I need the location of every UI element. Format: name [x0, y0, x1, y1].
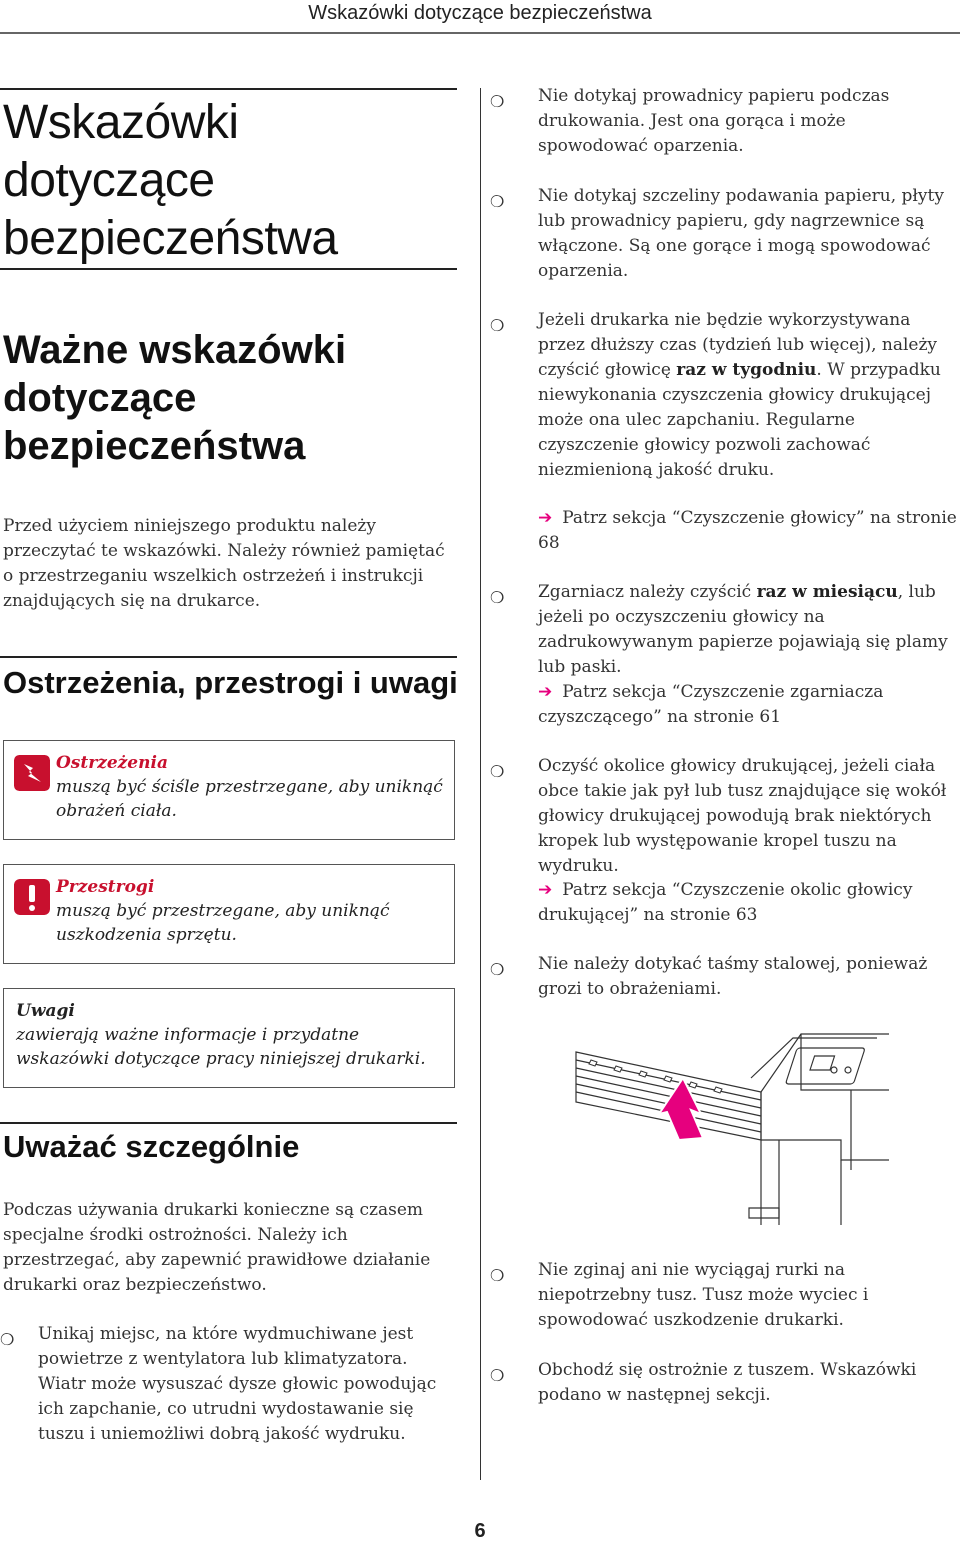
list-item-text: Oczyść okolice głowicy drukującej, jeżeli ciała obce takie jak pył lub tusz znajdujące się wokół głowicy drukującej powodują brak niektórych kropek lub występowanie kropel tuszu na wydruku. — [538, 756, 947, 876]
section-heading: Ważne wskazówki dotyczące bezpieczeństwa — [3, 328, 347, 468]
heading-rule-bottom — [0, 268, 457, 270]
warnings-heading-rule — [0, 656, 457, 658]
checkbox-bullet-icon: ❍ — [0, 1330, 15, 1349]
page-number: 6 — [474, 1520, 486, 1542]
caution-text: muszą być przestrzegane, aby uniknąć uszkodzenia sprzętu. — [56, 901, 390, 945]
checkbox-bullet-icon: ❍ — [490, 762, 505, 781]
list-item-text: Obchodź się ostrożnie z tuszem. Wskazówki podano w następnej sekcji. — [538, 1360, 917, 1405]
warning-text: muszą być ściśle przestrzegane, aby uniknąć obrażeń ciała. — [56, 777, 443, 821]
cross-reference-text: Patrz sekcja “Czyszczenie zgarniacza czyszczącego” na stronie 61 — [538, 682, 884, 727]
column-divider — [480, 88, 481, 1480]
cross-reference-text: Patrz sekcja “Czyszczenie głowicy” na stronie 68 — [538, 508, 957, 553]
intro-paragraph: Przed użyciem niniejszego produktu należy przeczytać te wskazówki. Należy również pamiętać o przestrzeganiu wszelkich ostrzeżeń i instrukcji znajdujących się na drukarce. — [3, 516, 445, 611]
warning-box — [3, 740, 455, 840]
list-item-text: Unikaj miejsc, na które wydmuchiwane jest powietrze z wentylatora lub klimatyzatora. Wiatr może wysuszać dysze głowic powodując ich zapchanie, co utrudni wydostawanie się tuszu i uniemożliwi dobrą jakość wydruku. — [38, 1324, 437, 1444]
cross-reference[interactable] — [538, 680, 958, 730]
checkbox-bullet-icon: ❍ — [490, 192, 505, 211]
special-heading-rule — [0, 1122, 457, 1124]
warnings-heading: Ostrzeżenia, przestrogi i uwagi — [3, 665, 458, 700]
checkbox-bullet-icon: ❍ — [490, 588, 505, 607]
cross-reference[interactable] — [538, 506, 958, 556]
list-item-text: Jeżeli drukarka nie będzie wykorzystywana przez dłuższy czas (tydzień lub więcej), należy czyścić głowicę raz w tygodniu. W przypadku niewykonania czyszczenia głowicy drukującej może ona ulec zapchaniu. Regularne czyszczenie głowicy pozwoli zachować niezmienioną jakość druku. — [538, 310, 941, 480]
arrow-right-icon: ➔ — [538, 682, 553, 702]
cross-reference-text: Patrz sekcja “Czyszczenie okolic głowicy drukującej” na stronie 63 — [538, 880, 913, 925]
main-heading: Wskazówki dotyczące bezpieczeństwa — [3, 96, 338, 265]
list-item-text: Nie zginaj ani nie wyciągaj rurki na niepotrzebny tusz. Tusz może wyciec i spowodować uszkodzenie drukarki. — [538, 1260, 869, 1330]
arrow-right-icon: ➔ — [538, 508, 553, 528]
note-box — [3, 988, 455, 1088]
checkbox-bullet-icon: ❍ — [490, 92, 505, 111]
warning-icon — [14, 755, 50, 791]
list-item-text: Zgarniacz należy czyścić raz w miesiącu, lub jeżeli po oczyszczeniu głowicy na zadrukowywanym papierze pojawiają się plamy lub paski. — [538, 582, 948, 677]
exclamation-icon — [14, 879, 50, 915]
arrow-right-icon: ➔ — [538, 880, 553, 900]
heading-rule-top — [0, 88, 457, 90]
running-header: Wskazówki dotyczące bezpieczeństwa — [308, 2, 652, 24]
special-heading: Uważać szczególnie — [3, 1129, 300, 1164]
list-item-text: Nie dotykaj prowadnicy papieru podczas drukowania. Jest ona gorąca i może spowodować oparzenia. — [538, 86, 890, 156]
checkbox-bullet-icon: ❍ — [490, 960, 505, 979]
header-rule — [0, 32, 960, 34]
warning-title: Ostrzeżenia — [56, 753, 168, 773]
note-text: zawierają ważne informacje i przydatne wskazówki dotyczące pracy niniejszej drukarki. — [16, 1025, 426, 1069]
special-intro: Podczas używania drukarki konieczne są czasem specjalne środki ostrożności. Należy ich przestrzegać, aby zapewnić prawidłowe działanie drukarki oraz bezpieczeństwo. — [3, 1200, 431, 1295]
checkbox-bullet-icon: ❍ — [490, 1266, 505, 1285]
caution-title: Przestrogi — [56, 877, 155, 897]
caution-box — [3, 864, 455, 964]
checkbox-bullet-icon: ❍ — [490, 1366, 505, 1385]
checkbox-bullet-icon: ❍ — [490, 316, 505, 335]
note-title: Uwagi — [16, 1001, 75, 1021]
cross-reference[interactable] — [538, 878, 958, 928]
list-item-text: Nie dotykaj szczeliny podawania papieru, płyty lub prowadnicy papieru, gdy nagrzewnice są włączone. Są one gorące i mogą spowodować oparzenia. — [538, 186, 944, 281]
printer-steel-tape-illustration — [571, 1030, 891, 1225]
list-item-text: Nie należy dotykać taśmy stalowej, ponieważ grozi to obrażeniami. — [538, 954, 928, 999]
